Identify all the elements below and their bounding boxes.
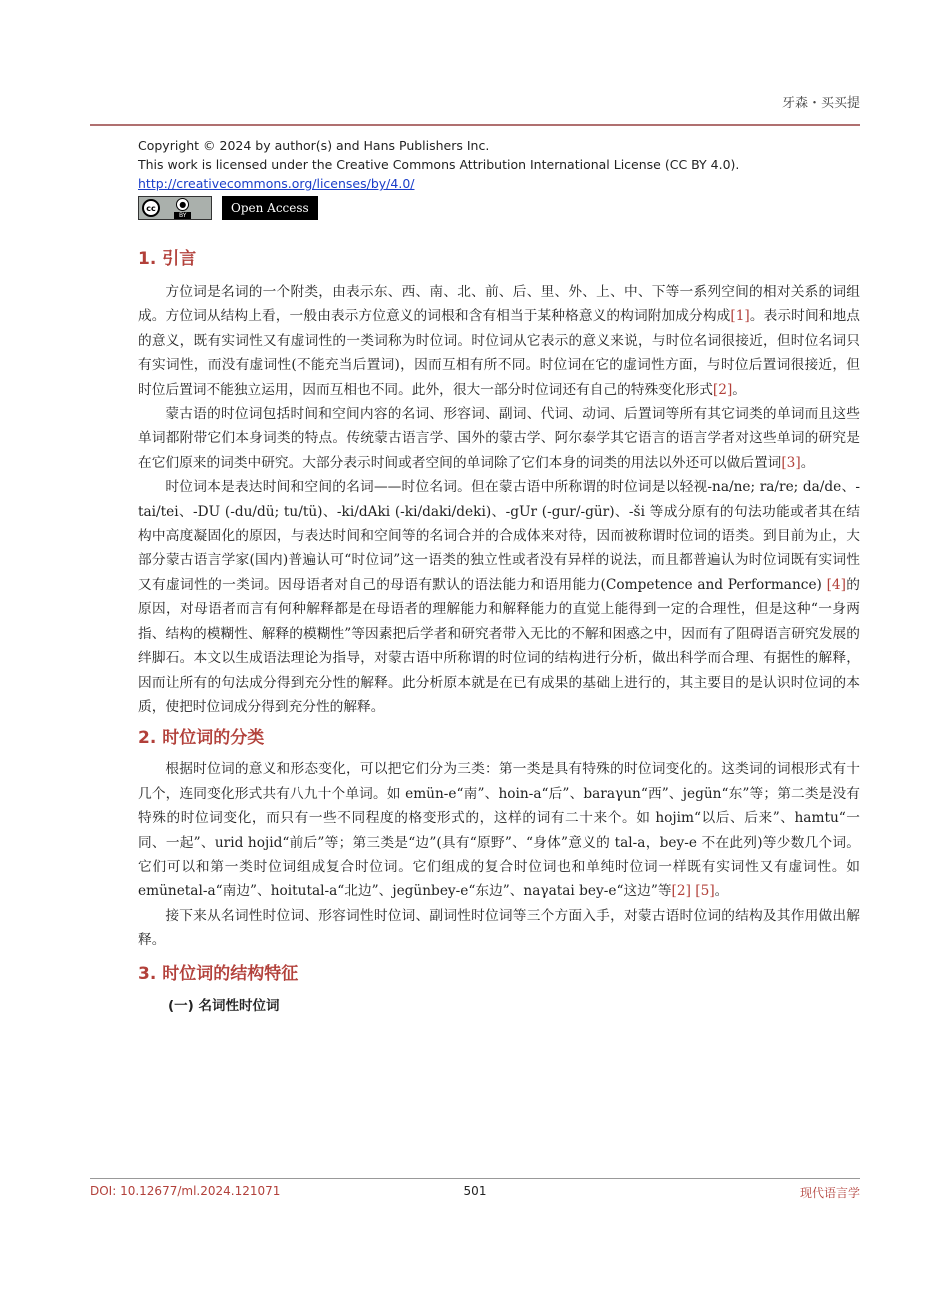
footer-rule xyxy=(90,1178,860,1179)
citation-link[interactable]: [1] xyxy=(730,308,750,325)
running-header: 牙森・买买提 xyxy=(781,96,860,111)
section-2-heading: 2. 时位词的分类 xyxy=(138,728,265,749)
license-block xyxy=(138,136,818,220)
copyright-line: Copyright © 2024 by author(s) and Hans Publishers Inc. xyxy=(138,138,490,153)
person-icon: ● xyxy=(176,198,189,211)
by-label: BY xyxy=(174,212,191,219)
page-footer xyxy=(90,1184,860,1200)
badges xyxy=(138,196,818,220)
open-access-badge[interactable]: Open Access xyxy=(222,196,318,220)
section-1-paragraph-3: 时位词本是表达时间和空间的名词——时位名词。但在蒙古语中所称谓的时位词是以轻视-na/ne; ra/re; da/de、-tai/tei、-DU (-du/dü; tu/tü)、-ki/dAki (-ki/daki/deki)、-gUr (-gur/-gür)、-ši 等成分原有的句法功能或者其在结构中高度凝固化的原因，与表达时间和空间等的名词合并的合成体来对待，因而被称谓时位词的语类。到目前为止，大部分蒙古语言学家(国内)普遍认可“时位词”这一语类的独立性或者没有异样的说法，而且都普遍认为时位词既有实词性又有虚词性的一类词。因母语者对自己的母语有默认的语法能力和语用能力(Competence and Performance) [4]的原因，对母语者而言有何种解释都是在母语者的理解能力和解释能力的直觉上能得到一定的合理性，但是这种“一身两指、结构的模糊性、解释的模糊性”等因素把后学者和研究者带入无比的不解和困惑之中，因而有了阻碍语言研究发展的绊脚石。本文以生成语法理论为指导，对蒙古语中所称谓的时位词的结构进行分析，做出科学而合理、有据性的解释，因而让所有的句法成分得到充分性的解释。此分析原本就是在已有成果的基础上进行的，其主要目的是认识时位词的本质，使把时位词成分得到充分性的解释。 xyxy=(138,479,860,715)
article-body xyxy=(138,244,860,1019)
license-statement: This work is licensed under the Creative Commons Attribution International License (CC BY 4.0). xyxy=(138,157,740,172)
cc-icon: cc xyxy=(142,199,160,217)
header-rule xyxy=(90,124,860,126)
citation-link[interactable]: [2] xyxy=(712,381,733,398)
journal-name[interactable]: 现代语言学 xyxy=(799,1186,860,1200)
section-3-heading: 3. 时位词的结构特征 xyxy=(138,963,299,984)
citation-link[interactable]: [2] [5] xyxy=(671,883,715,900)
cc-by-badge[interactable] xyxy=(138,196,212,220)
license-link[interactable]: http://creativecommons.org/licenses/by/4.0/ xyxy=(138,176,415,191)
citation-link[interactable]: [4] xyxy=(826,576,846,593)
section-1-heading: 1. 引言 xyxy=(138,249,197,269)
doi-link[interactable]: DOI: 10.12677/ml.2024.121071 xyxy=(90,1184,281,1198)
page-number: 501 xyxy=(463,1184,487,1198)
subsection-heading: (一) 名词性时位词 xyxy=(168,997,280,1014)
section-2-paragraph-2: 接下来从名词性时位词、形容词性时位词、副词性时位词等三个方面入手，对蒙古语时位词的结构及其作用做出解释。 xyxy=(138,907,860,949)
citation-link[interactable]: [3] xyxy=(781,454,801,471)
section-1-paragraph-2: 蒙古语的时位词包括时间和空间内容的名词、形容词、副词、代词、动词、后置词等所有其它词类的单词而且这些单词都附带它们本身词类的特点。传统蒙古语言学、国外的蒙古学、阿尔泰学其它语言的语言学者对这些单词的研究是在它们原来的词类中研究。大部分表示时间或者空间的单词除了它们本身的词类的用法以外还可以做后置词[3]。 xyxy=(138,406,860,471)
section-2-paragraph-1: 根据时位词的意义和形态变化，可以把它们分为三类：第一类是具有特殊的时位词变化的。这类词的词根形式有十几个，连同变化形式共有八九十个单词。如 emün-e“南”、hoin-a“后”、baraγun“西”、jegün“东”等；第二类是没有特殊的时位词变化，而只有一些不同程度的格变形式的，这样的词有二十来个。如 hojim“以后、后来”、hamtu“一同、一起”、urid hojid“前后”等；第三类是“边”(具有“原野”、“身体”意义的 tal-a，bey-e 不在此列)等少数几个词。它们可以和第一类时位词组成复合时位词。它们组成的复合时位词也和单纯时位词一样既有实词性又有虚词性。如 emünetal-a“南边”、hoitutal-a“北边”、jegünbey-e“东边”、naγatai bey-e“这边”等[2] [5]。 xyxy=(138,761,860,900)
section-1-paragraph-1: 方位词是名词的一个附类，由表示东、西、南、北、前、后、里、外、上、中、下等一系列空间的相对关系的词组成。方位词从结构上看，一般由表示方位意义的词根和含有相当于某种格意义的构词附加成分构成[1]。表示时间和地点的意义，既有实词性又有虚词性的一类词称为时位词。时位词从它表示的意义来说，与时位名词很接近，但时位名词只有实词性，而没有虚词性(不能充当后置词)，因而互相有所不同。时位词在它的虚词性方面，与时位后置词很接近，但时位后置词不能独立运用，因而互相也不同。此外，很大一部分时位词还有自己的特殊变化形式[2]。 xyxy=(138,284,860,398)
